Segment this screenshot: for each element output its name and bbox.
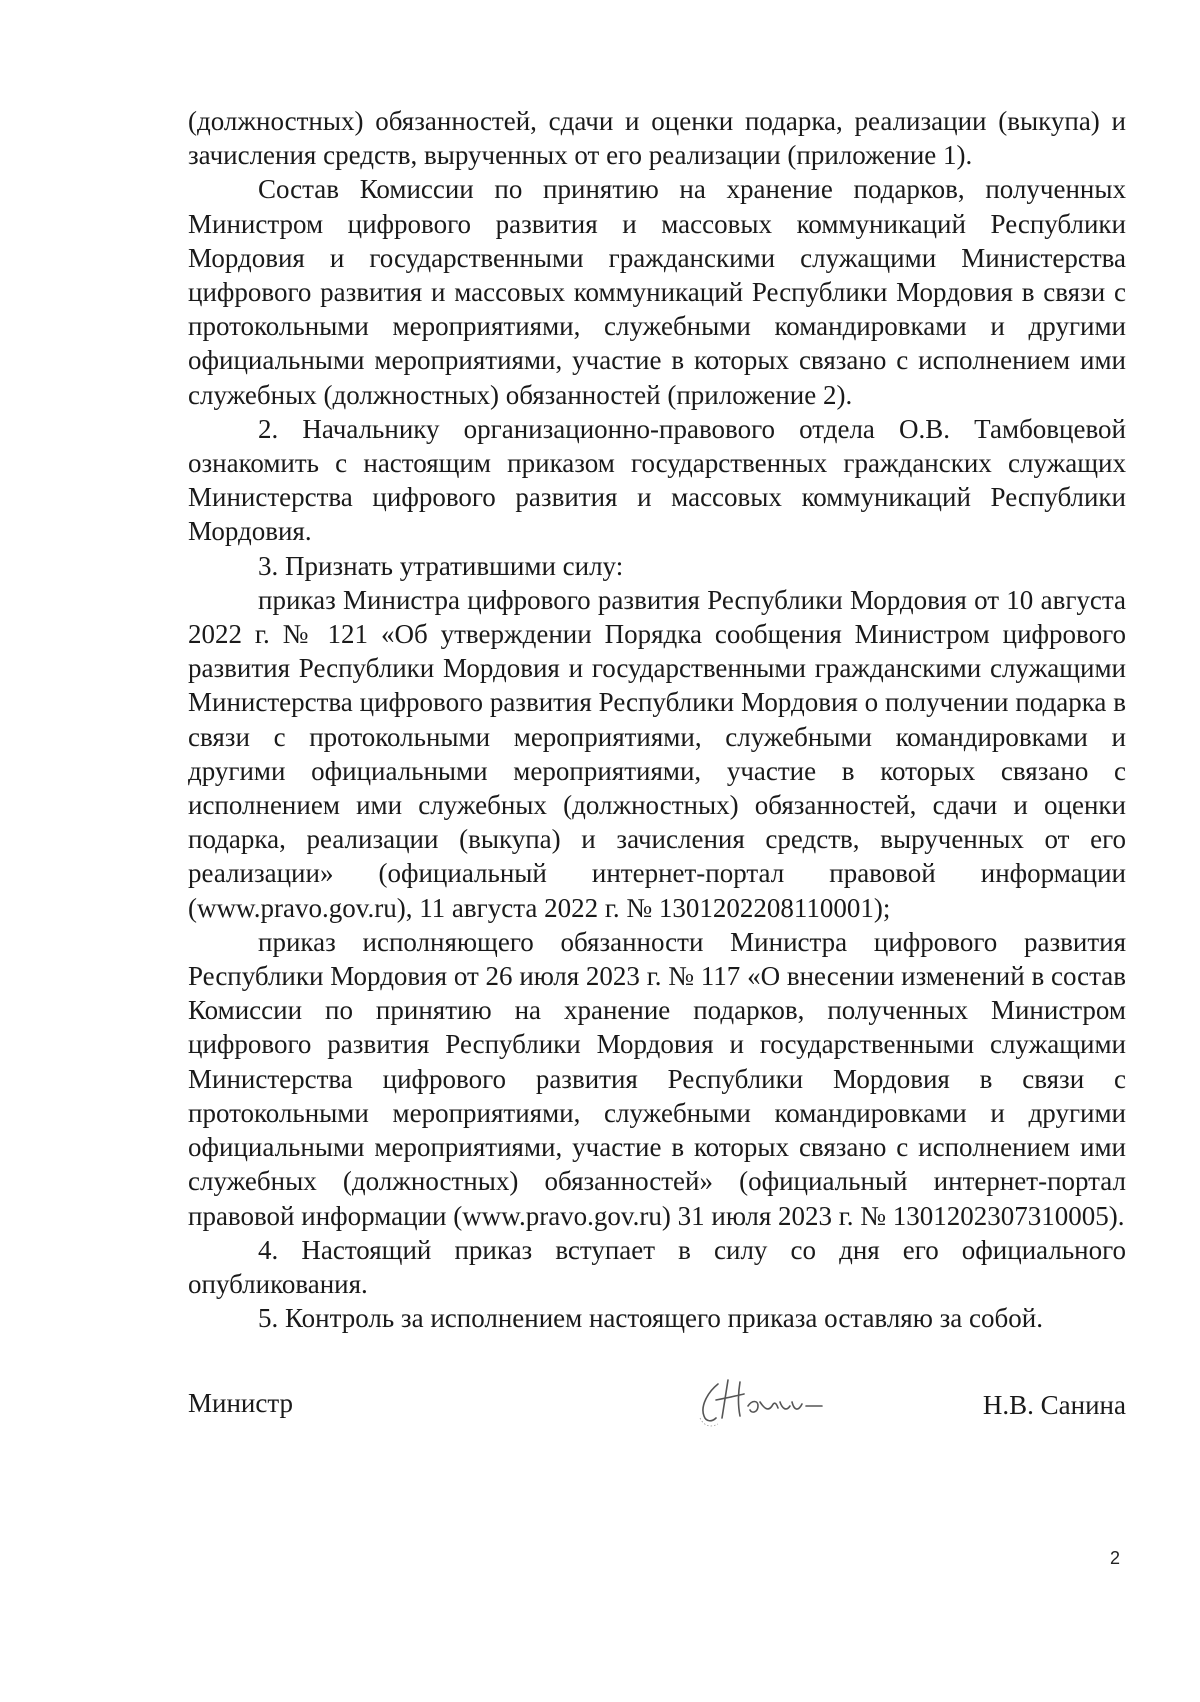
paragraph-repealed-order-2: приказ исполняющего обязанности Министра цифрового развития Республики Мордовия от 26 июля 2023 г. № 117 «О внесении изменений в состав Комиссии по принятию на хранение подарков, полученных Министром цифрового развития Республики Мордовия и государственными служащими Министерства цифрового развития Республики Мордовия в связи с протокольными мероприятиями, служебными командировками и другими официальными мероприятиями, участие в которых связано с исполнением ими служебных (должностных) обязанностей» (официальный интернет-портал правовой информации (www.pravo.gov.ru) 31 июля 2023 г. № 1301202307310005).: [188, 926, 1126, 1231]
signatory-name: Н.В. Санина: [982, 1390, 1126, 1420]
paragraph-repealed-order-1: приказ Министра цифрового развития Республики Мордовия от 10 августа 2022 г. № 121 «Об утверждении Порядка сообщения Министром цифрового развития Республики Мордовия и государственными гражданскими служащими Министерства цифрового развития Республики Мордовия о получении подарка в связи с протокольными мероприятиями, служебными командировками и другими официальными мероприятиями, участие в которых связано с исполнением ими служебных (должностных) обязанностей, сдачи и оценки подарка, реализации (выкупа) и зачисления средств, вырученных от его реализации» (официальный интернет-портал правовой информации (www.pravo.gov.ru), 11 августа 2022 г. № 1301202208110001);: [188, 584, 1126, 923]
page-number: 2: [1110, 1548, 1121, 1568]
paragraph-item-5: 5. Контроль за исполнением настоящего приказа оставляю за собой.: [258, 1303, 1043, 1334]
paragraph-item-4: 4. Настоящий приказ вступает в силу со дня его официального опубликования.: [188, 1234, 1126, 1299]
handwritten-signature: [688, 1372, 858, 1432]
paragraph-commission-composition: Состав Комиссии по принятию на хранение подарков, полученных Министром цифрового развития и массовых коммуникаций Республики Мордовия и государственными гражданскими служащими Министерства цифрового развития и массовых коммуникаций Республики Мордовия в связи с протокольными мероприятиями, служебными командировками и другими официальными мероприятиями, участие в которых связано с исполнением ими служебных (должностных) обязанностей (приложение 2).: [188, 174, 1126, 410]
document-body: [188, 104, 1126, 1335]
signatory-title: Министр: [188, 1388, 293, 1418]
paragraph-continuation: (должностных) обязанностей, сдачи и оценки подарка, реализации (выкупа) и зачисления средств, вырученных от его реализации (приложение 1).: [188, 106, 1126, 171]
paragraph-item-3: 3. Признать утратившими силу:: [258, 550, 624, 581]
paragraph-item-2: 2. Начальнику организационно-правового отдела О.В. Тамбовцевой ознакомить с настоящим приказом государственных гражданских служащих Министерства цифрового развития и массовых коммуникаций Республики Мордовия.: [188, 413, 1126, 547]
signature-block: [188, 1386, 1126, 1456]
